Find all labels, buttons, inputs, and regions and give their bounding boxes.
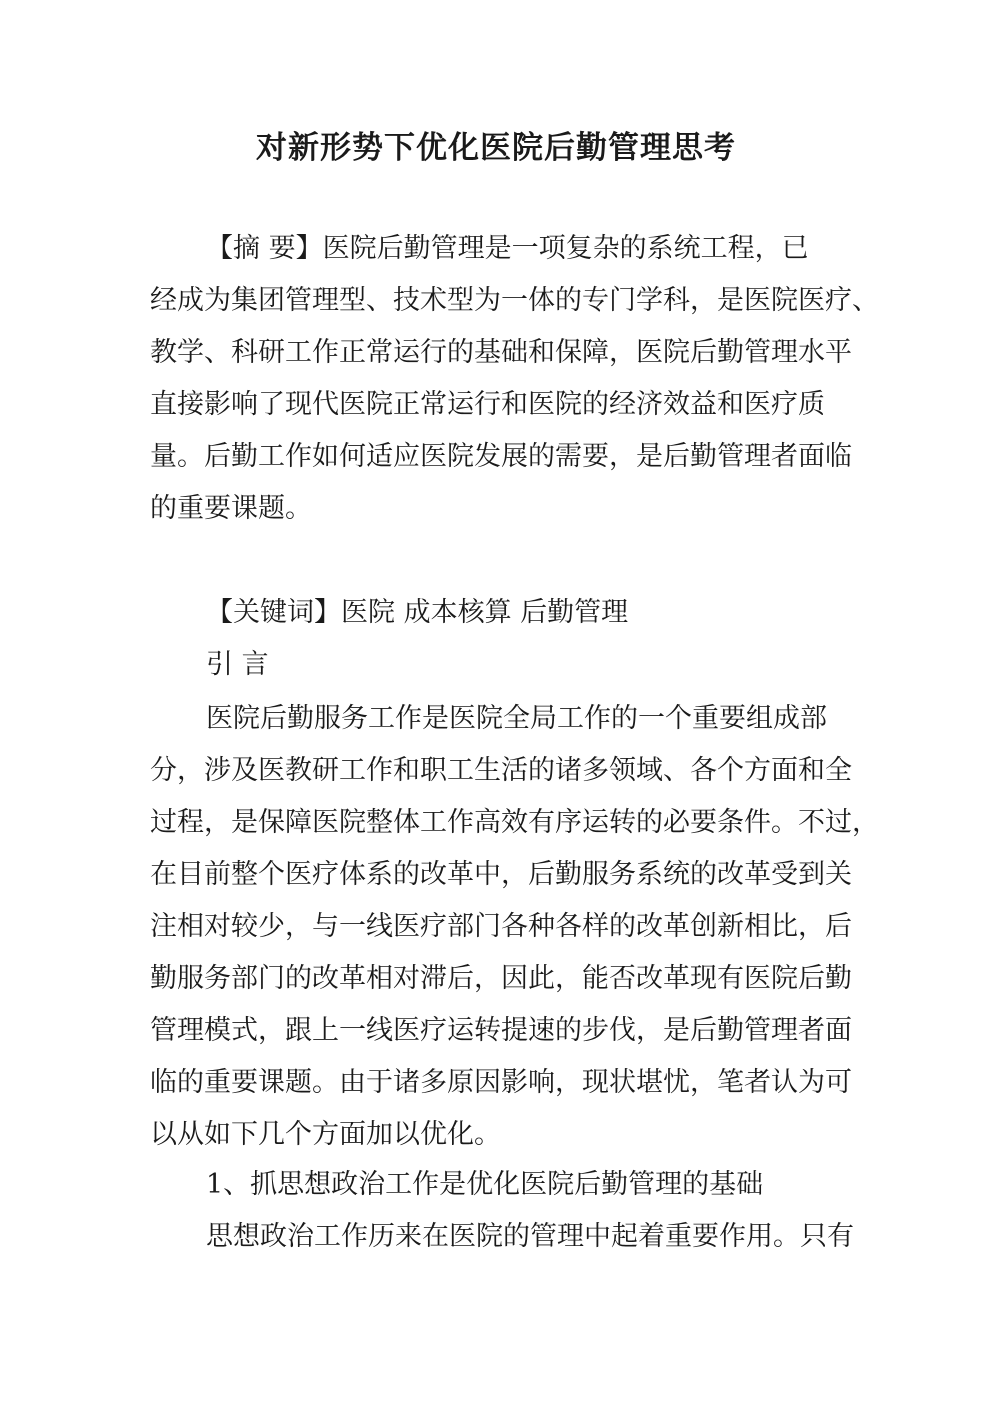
intro-line: 临的重要课题。由于诸多原因影响，现状堪忧，笔者认为可	[150, 1067, 852, 1098]
intro-line: 过程，是保障医院整体工作高效有序运转的必要条件。不过，	[150, 807, 879, 838]
document-title: 对新形势下优化医院后勤管理思考	[256, 130, 736, 166]
intro-line: 以从如下几个方面加以优化。	[150, 1119, 501, 1150]
abstract-line: 教学、科研工作正常运行的基础和保障，医院后勤管理水平	[150, 337, 852, 368]
section-line: 思想政治工作历来在医院的管理中起着重要作用。只有	[206, 1221, 854, 1252]
intro-line: 在目前整个医疗体系的改革中，后勤服务系统的改革受到关	[150, 859, 852, 890]
abstract-line: 经成为集团管理型、技术型为一体的专门学科，是医院医疗、	[150, 285, 879, 316]
intro-line: 分，涉及医教研工作和职工生活的诸多领域、各个方面和全	[150, 755, 852, 786]
intro-line: 医院后勤服务工作是医院全局工作的一个重要组成部	[206, 703, 827, 734]
section-heading: 1、抓思想政治工作是优化医院后勤管理的基础	[206, 1169, 764, 1200]
intro-line: 注相对较少，与一线医疗部门各种各样的改革创新相比，后	[150, 911, 852, 942]
abstract-line: 量。后勤工作如何适应医院发展的需要，是后勤管理者面临	[150, 441, 852, 472]
intro-heading: 引 言	[206, 649, 269, 680]
intro-line: 勤服务部门的改革相对滞后，因此，能否改革现有医院后勤	[150, 963, 852, 994]
abstract-line: 【摘 要】医院后勤管理是一项复杂的系统工程，已	[206, 233, 809, 264]
abstract-line: 的重要课题。	[150, 493, 312, 524]
abstract-line: 直接影响了现代医院正常运行和医院的经济效益和医疗质	[150, 389, 825, 420]
keywords-line: 【关键词】医院 成本核算 后勤管理	[206, 597, 629, 628]
intro-line: 管理模式，跟上一线医疗运转提速的步伐，是后勤管理者面	[150, 1015, 852, 1046]
